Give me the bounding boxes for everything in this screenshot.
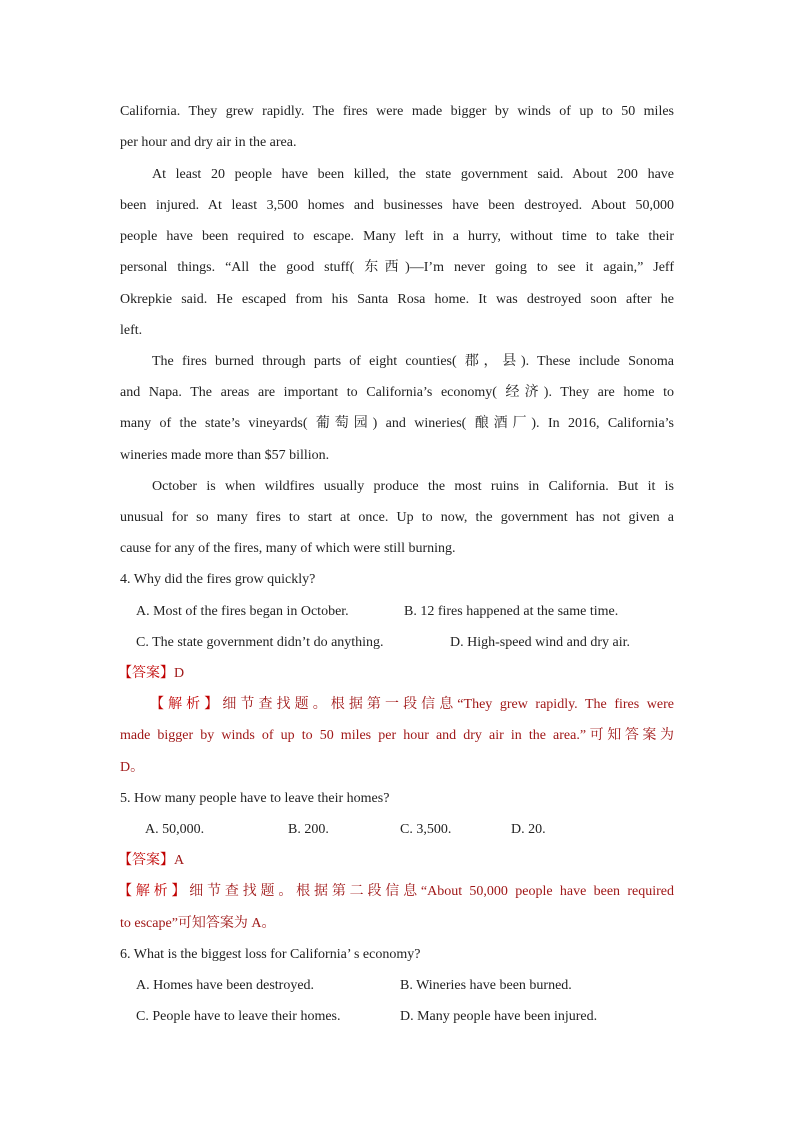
passage-line: left.	[120, 323, 143, 338]
q4-analysis-line: D。	[120, 760, 145, 775]
answer-value: A	[174, 853, 185, 868]
q5-answer	[118, 852, 184, 870]
analysis-label: 【解析】	[118, 884, 190, 899]
q4-option-a: A. Most of the fires began in October.	[136, 604, 349, 619]
q5-analysis-line: to escape”可知答案为 A。	[120, 916, 276, 931]
answer-value: D	[174, 666, 185, 681]
q6-option-c: C. People have to leave their homes.	[136, 1009, 341, 1024]
analysis-text: 细节查找题。根据第一段信息“They grew rapidly. The fires were	[222, 697, 674, 712]
q5-option-a: A. 50,000.	[145, 822, 205, 837]
q4-option-b: B. 12 fires happened at the same time.	[404, 604, 619, 619]
q6-option-a: A. Homes have been destroyed.	[136, 978, 315, 993]
answer-label: 【答案】	[118, 666, 174, 681]
answer-label: 【答案】	[118, 853, 174, 868]
passage-line: people have been required to escape. Many left in a hurry, without time to take their	[120, 229, 674, 244]
passage-line: cause for any of the fires, many of which were still burning.	[120, 541, 456, 556]
passage-line: October is when wildfires usually produce the most ruins in California. But it is	[152, 479, 674, 494]
passage-line: wineries made more than $57 billion.	[120, 448, 330, 463]
q5-option-d: D. 20.	[511, 822, 546, 837]
q5-option-b: B. 200.	[288, 822, 329, 837]
question-6: 6. What is the biggest loss for California’ s economy?	[120, 947, 421, 962]
question-5: 5. How many people have to leave their homes?	[120, 791, 390, 806]
q6-option-b: B. Wineries have been burned.	[400, 978, 572, 993]
passage-line: California. They grew rapidly. The fires were made bigger by winds of up to 50 miles	[120, 104, 674, 119]
passage-line: been injured. At least 3,500 homes and businesses have been destroyed. About 50,000	[120, 198, 674, 213]
passage-line: personal things. “All the good stuff( 东西)—I’m never going to see it again,” Jeff	[120, 260, 674, 275]
q6-option-d: D. Many people have been injured.	[400, 1009, 598, 1024]
passage-line: unusual for so many fires to start at once. Up to now, the government has not given a	[120, 510, 674, 525]
passage-line: and Napa. The areas are important to California’s economy( 经济). They are home to	[120, 385, 674, 400]
q5-option-c: C. 3,500.	[400, 822, 452, 837]
question-4: 4. Why did the fires grow quickly?	[120, 572, 316, 587]
q4-option-c: C. The state government didn’t do anything.	[136, 635, 384, 650]
q4-option-d: D. High-speed wind and dry air.	[450, 635, 631, 650]
passage-line: many of the state’s vineyards( 葡萄园) and wineries( 酿酒厂). In 2016, California’s	[120, 416, 674, 431]
passage-line: At least 20 people have been killed, the state government said. About 200 have	[152, 167, 674, 182]
passage-line: Okrepkie said. He escaped from his Santa Rosa home. It was destroyed soon after he	[120, 292, 674, 307]
q4-analysis-line: made bigger by winds of up to 50 miles per hour and dry air in the area.”可知答案为	[120, 728, 674, 743]
q4-answer	[118, 665, 184, 683]
analysis-label: 【解析】	[150, 697, 223, 712]
q5-analysis-line	[118, 883, 674, 901]
q4-analysis-line	[150, 696, 674, 714]
passage-line: per hour and dry air in the area.	[120, 135, 297, 150]
analysis-text: 细节查找题。根据第二段信息“About 50,000 people have been required	[189, 884, 675, 899]
passage-line: The fires burned through parts of eight counties( 郡，县). These include Sonoma	[152, 354, 674, 369]
